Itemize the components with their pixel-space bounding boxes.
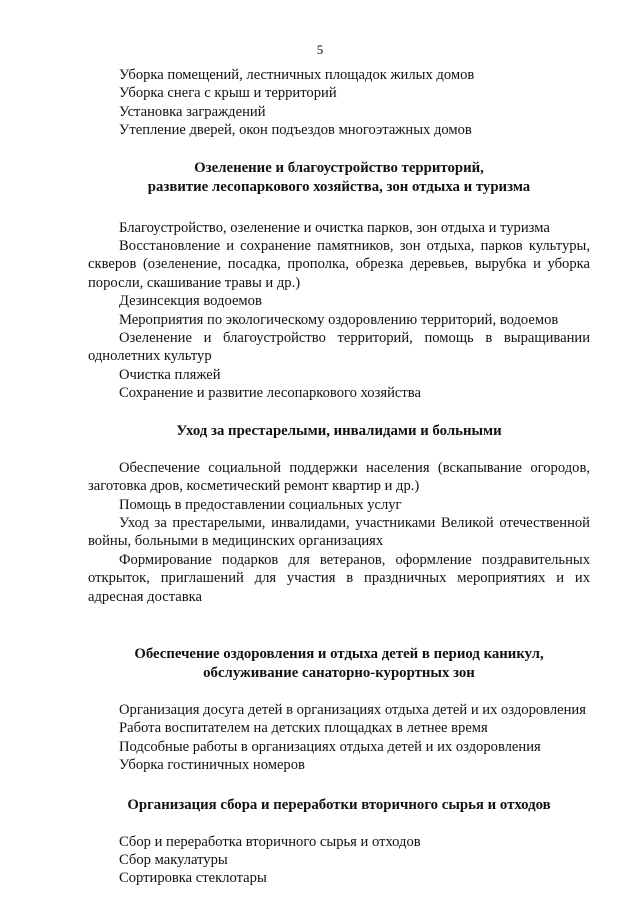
list-item: Дезинсекция водоемов (119, 293, 262, 310)
list-item: Уборка снега с крыш и территорий (119, 85, 337, 102)
section-heading-line: Обеспечение оздоровления и отдыха детей в период каникул, (134, 645, 544, 662)
list-item: Сортировка стеклотары (119, 870, 267, 887)
list-item: Установка заграждений (119, 103, 266, 120)
children-recreation-list (88, 701, 590, 775)
elderly-care-list (88, 459, 590, 606)
section-heading-line: развитие лесопаркового хозяйства, зон отдыха и туризма (147, 178, 531, 195)
list-item: Мероприятия по экологическому оздоровлению территорий, водоемов (119, 311, 559, 328)
page-number: 5 (316, 42, 324, 57)
list-item: Очистка пляжей (119, 366, 221, 383)
list-item: Сохранение и развитие лесопаркового хозяйства (119, 385, 421, 402)
section-heading-children-recreation (88, 645, 590, 683)
section-heading-landscaping (88, 159, 590, 197)
document-body (88, 66, 590, 888)
housing-services-list (88, 66, 590, 140)
list-item: Обеспечение социальной поддержки населения (вскапывание огородов, заготовка дров, косметический ремонт квартир и др.) (88, 459, 590, 495)
list-item: Уход за престарелыми, инвалидами, участниками Великой отечественной войны, больными в медицинских организациях (88, 514, 590, 550)
section-heading-line: Организация сбора и переработки вторичного сырья и отходов (127, 796, 551, 813)
section-heading-line: Уход за престарелыми, инвалидами и больными (176, 422, 502, 439)
list-item: Озеленение и благоустройство территорий, помощь в выращивании однолетних культур (88, 330, 590, 365)
list-item: Сбор макулатуры (119, 851, 228, 868)
section-heading-elderly-care (88, 422, 590, 441)
list-item: Утепление дверей, окон подъездов многоэтажных домов (119, 122, 472, 139)
list-item: Формирование подарков для ветеранов, оформление поздравительных открыток, приглашений для участия в праздничных мероприятиях и их адресная доставка (88, 551, 590, 605)
list-item: Помощь в предоставлении социальных услуг (119, 496, 402, 513)
list-item: Работа воспитателем на детских площадках в летнее время (119, 720, 488, 737)
list-item: Подсобные работы в организациях отдыха детей и их оздоровления (119, 738, 541, 755)
list-item: Благоустройство, озеленение и очистка парков, зон отдыха и туризма (119, 219, 550, 236)
list-item: Уборка гостиничных номеров (119, 757, 305, 774)
list-item: Восстановление и сохранение памятников, зон отдыха, парков культуры, скверов (озеленение, посадка, прополка, обрезка деревьев, вырубка и уборка поросли, скашивание травы и др.) (88, 238, 590, 291)
section-heading-line: Озеленение и благоустройство территорий, (194, 159, 484, 176)
section-heading-recycling (88, 796, 590, 815)
list-item: Уборка помещений, лестничных площадок жилых домов (119, 67, 475, 83)
list-item: Организация досуга детей в организациях отдыха детей и их оздоровления (119, 701, 586, 718)
recycling-list (88, 833, 590, 888)
list-item: Сбор и переработка вторичного сырья и отходов (119, 833, 421, 850)
section-heading-line: обслуживание санаторно-курортных зон (203, 664, 475, 681)
landscaping-list (88, 219, 590, 403)
